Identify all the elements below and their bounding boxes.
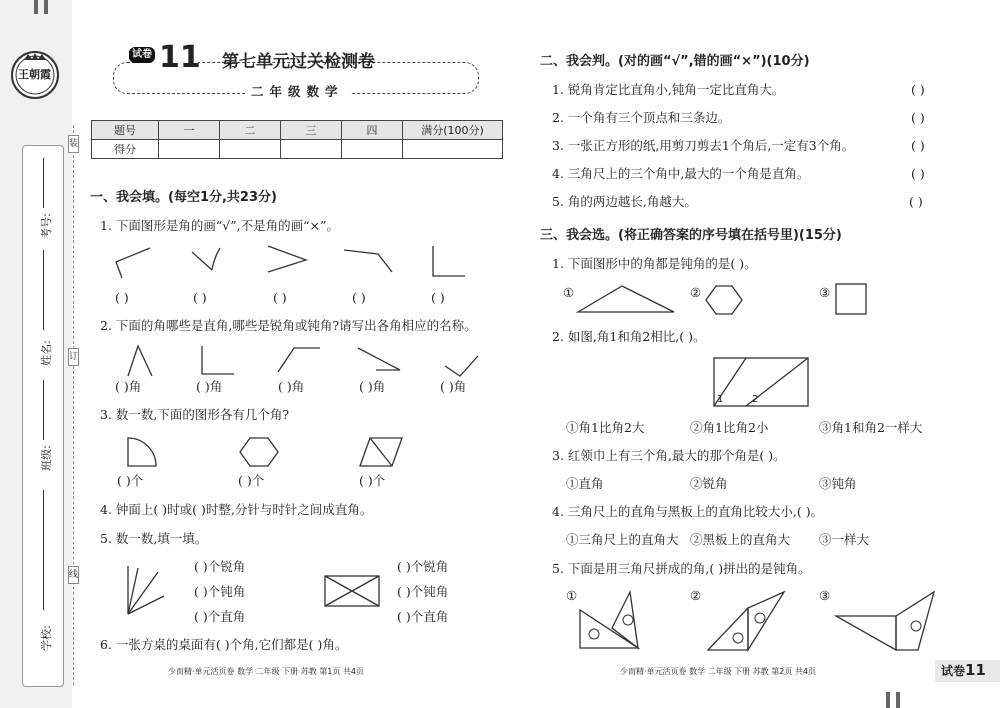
s3-q5-mark-3: ③ xyxy=(819,588,831,603)
page-title: 第七单元过关检测卷 xyxy=(222,52,375,72)
q2-rectangle xyxy=(714,358,808,406)
s1-q3-text: 3. 数一数,下面的图形各有几个角? xyxy=(100,407,290,422)
corner-mark-left xyxy=(34,0,38,14)
s3-q2-figure xyxy=(712,356,812,408)
field-class: 班级: xyxy=(39,445,53,471)
seal-mark-xian: 线 xyxy=(68,566,79,584)
s1-q2-blank-3[interactable]: ( )角 xyxy=(278,379,305,394)
s3-q5-mark-2: ② xyxy=(690,588,702,603)
s1-q2-blank-1[interactable]: ( )角 xyxy=(115,379,142,394)
footer-right: 少而精·单元活页卷 数学 二年级 下册 苏教 第2页 共4页 xyxy=(620,667,816,676)
seal-mark-zhuang: 装 xyxy=(68,135,79,153)
corner-mark-right xyxy=(886,692,890,708)
s3-q1-mark-3: ③ xyxy=(819,285,831,300)
s1-q4-text: 4. 钟面上( )时或( )时整,分针与时针之间成直角。 xyxy=(100,502,373,517)
s2-item-5: 5. 角的两边越长,角越大。 xyxy=(552,194,697,209)
q2-angle-label-2: 2 xyxy=(752,394,759,405)
s1-q3-blank-1[interactable]: ( )个 xyxy=(117,473,144,488)
s3-q3-option-2[interactable]: ②锐角 xyxy=(690,476,728,491)
s2-blank-3[interactable]: ( ) xyxy=(911,138,925,153)
score-header-4: 四 xyxy=(342,121,403,140)
brand-logo xyxy=(10,50,60,100)
s1-q3-figures xyxy=(100,434,520,474)
s1-q1-figures xyxy=(100,240,520,290)
title-badge: 试卷 xyxy=(129,47,155,63)
brand-logo-text: 王朝霞 xyxy=(18,68,51,81)
s1-q2-blank-4[interactable]: ( )角 xyxy=(359,379,386,394)
s3-q2-option-3[interactable]: ③角1和角2一样大 xyxy=(819,420,923,435)
fig-obtuse-triangle xyxy=(578,286,674,312)
s3-q4-option-2[interactable]: ②黑板上的直角大 xyxy=(690,532,791,547)
section1-heading: 一、我会填。(每空1分,共23分) xyxy=(90,190,277,205)
s1-q1-text: 1. 下面图形是角的画“√”,不是角的画“×”。 xyxy=(100,218,339,233)
s1-q2-text: 2. 下面的角哪些是直角,哪些是锐角或钝角?请写出各角相应的名称。 xyxy=(100,318,477,333)
fig-parallelogram-diagonal xyxy=(370,438,392,466)
s2-item-4: 4. 三角尺上的三个角中,最大的一个角是直角。 xyxy=(552,166,810,181)
s2-blank-4[interactable]: ( ) xyxy=(911,166,925,181)
s1-q5-left-3[interactable]: ( )个直角 xyxy=(194,609,246,624)
s3-q5-figures xyxy=(578,590,978,656)
corner-mark-right2 xyxy=(896,692,900,708)
s1-q5-fan-figure xyxy=(112,562,172,622)
fig-quarter-circle xyxy=(128,438,156,466)
paper-number: 11 xyxy=(159,40,201,75)
field-exam-id: 考号: xyxy=(39,213,53,239)
score-header-1: 一 xyxy=(159,121,220,140)
s1-q5-right-3[interactable]: ( )个直角 xyxy=(397,609,449,624)
fig-acute-2 xyxy=(358,348,400,370)
s2-item-2: 2. 一个角有三个顶点和三条边。 xyxy=(552,110,731,125)
s1-q1-blank-4[interactable]: ( ) xyxy=(352,290,366,305)
fig-hexagon-2 xyxy=(706,286,742,314)
set-square-1b-hole xyxy=(623,615,633,625)
s3-q1-text: 1. 下面图形中的角都是钝角的是( )。 xyxy=(552,256,757,271)
field-name: 姓名: xyxy=(39,340,53,366)
score-row-label: 得分 xyxy=(92,140,159,159)
s3-q3-option-3[interactable]: ③钝角 xyxy=(819,476,857,491)
score-cell-1[interactable] xyxy=(159,140,220,159)
fig-open-lines xyxy=(116,248,150,278)
field-name-line[interactable] xyxy=(43,250,44,330)
s2-blank-2[interactable]: ( ) xyxy=(911,110,925,125)
s2-blank-1[interactable]: ( ) xyxy=(911,82,925,97)
fig-acute-peak xyxy=(128,346,152,376)
s1-q5-right-2[interactable]: ( )个钝角 xyxy=(397,584,449,599)
score-table xyxy=(91,120,503,159)
s3-q1-mark-2: ② xyxy=(690,285,702,300)
s1-q2-figures xyxy=(100,342,520,382)
s1-q5-left-2[interactable]: ( )个钝角 xyxy=(194,584,246,599)
s1-q5-text: 5. 数一数,填一填。 xyxy=(100,531,208,546)
s1-q2-blank-2[interactable]: ( )角 xyxy=(196,379,223,394)
fig-acute-angle xyxy=(268,246,306,272)
fig-curve-angle-arc xyxy=(212,248,220,270)
s1-q6-text: 6. 一张方桌的桌面有( )个角,它们都是( )角。 xyxy=(100,637,348,652)
fan-ray-4 xyxy=(128,596,164,614)
s1-q5-right-1[interactable]: ( )个锐角 xyxy=(397,559,449,574)
fig-hexagon xyxy=(240,438,278,466)
s1-q1-blank-3[interactable]: ( ) xyxy=(273,290,287,305)
s1-q1-blank-1[interactable]: ( ) xyxy=(115,290,129,305)
s1-q2-blank-5[interactable]: ( )角 xyxy=(440,379,467,394)
s1-q1-blank-2[interactable]: ( ) xyxy=(193,290,207,305)
set-square-2a xyxy=(708,608,748,650)
s3-q5-mark-1: ① xyxy=(566,588,578,603)
s3-q2-text: 2. 如图,角1和角2相比,( )。 xyxy=(552,329,706,344)
score-cell-total[interactable] xyxy=(403,140,503,159)
set-square-2b xyxy=(748,592,784,650)
field-school-line[interactable] xyxy=(43,490,44,610)
page-subtitle: 二年级数学 xyxy=(245,84,350,100)
paper-badge-number: 11 xyxy=(965,661,986,679)
corner-mark-left2 xyxy=(44,0,48,14)
set-square-1a-hole xyxy=(589,629,599,639)
s3-q2-option-2[interactable]: ②角1比角2小 xyxy=(690,420,769,435)
s3-q2-option-1[interactable]: ①角1比角2大 xyxy=(566,420,645,435)
fig-right-angle-2 xyxy=(202,346,234,374)
s1-q3-blank-2[interactable]: ( )个 xyxy=(238,473,265,488)
s3-q4-option-1[interactable]: ①三角尺上的直角大 xyxy=(566,532,679,547)
set-square-1a xyxy=(580,610,638,648)
q2-angle-label-1: 1 xyxy=(717,394,724,405)
score-header-total: 满分(100分) xyxy=(403,121,503,140)
s1-q3-blank-3[interactable]: ( )个 xyxy=(359,473,386,488)
s2-blank-5[interactable]: ( ) xyxy=(909,194,923,209)
field-school: 学校: xyxy=(39,625,53,651)
s1-q1-blank-5[interactable]: ( ) xyxy=(431,290,445,305)
fig-broken-line xyxy=(344,250,392,272)
fig-square xyxy=(836,284,866,314)
s1-q5-left-1[interactable]: ( )个锐角 xyxy=(194,559,246,574)
section2-heading: 二、我会判。(对的画“√”,错的画“×”)(10分) xyxy=(540,54,810,69)
set-square-3a xyxy=(836,616,896,650)
set-square-3b-hole xyxy=(911,621,921,631)
fig-right-angle xyxy=(433,246,465,276)
field-exam-id-line[interactable] xyxy=(43,158,44,208)
seal-mark-ding: 订 xyxy=(68,348,79,366)
seal-line xyxy=(73,125,74,685)
s3-q3-text: 3. 红领巾上有三个角,最大的那个角是( )。 xyxy=(552,448,786,463)
fig-obtuse-1 xyxy=(278,348,320,372)
score-header-no: 题号 xyxy=(92,121,159,140)
score-cell-3[interactable] xyxy=(281,140,342,159)
s3-q5-text: 5. 下面是用三角尺拼成的角,( )拼出的是钝角。 xyxy=(552,561,811,576)
score-cell-2[interactable] xyxy=(220,140,281,159)
s3-q4-option-3[interactable]: ③一样大 xyxy=(819,532,870,547)
set-square-2a-hole xyxy=(733,633,743,643)
s3-q4-text: 4. 三角尺上的直角与黑板上的直角比较大小,( )。 xyxy=(552,504,824,519)
footer-left: 少而精·单元活页卷 数学 二年级 下册 苏教 第1页 共4页 xyxy=(168,667,364,676)
score-header-2: 二 xyxy=(220,121,281,140)
s2-item-3: 3. 一张正方形的纸,用剪刀剪去1个角后,一定有3个角。 xyxy=(552,138,855,153)
s3-q1-figures xyxy=(576,282,976,322)
s2-item-1: 1. 锐角肯定比直角小,钝角一定比直角大。 xyxy=(552,82,785,97)
s3-q3-option-1[interactable]: ①直角 xyxy=(566,476,604,491)
s1-q5-rect-figure xyxy=(323,574,383,610)
score-cell-4[interactable] xyxy=(342,140,403,159)
fig-obtuse-2 xyxy=(445,356,478,376)
field-class-line[interactable] xyxy=(43,380,44,440)
score-header-3: 三 xyxy=(281,121,342,140)
section3-heading: 三、我会选。(将正确答案的序号填在括号里)(15分) xyxy=(540,228,842,243)
paper-badge-label: 试卷 xyxy=(941,664,966,678)
s3-q1-mark-1: ① xyxy=(563,285,575,300)
set-square-2b-hole xyxy=(755,613,765,623)
fig-curve-angle xyxy=(192,252,212,270)
